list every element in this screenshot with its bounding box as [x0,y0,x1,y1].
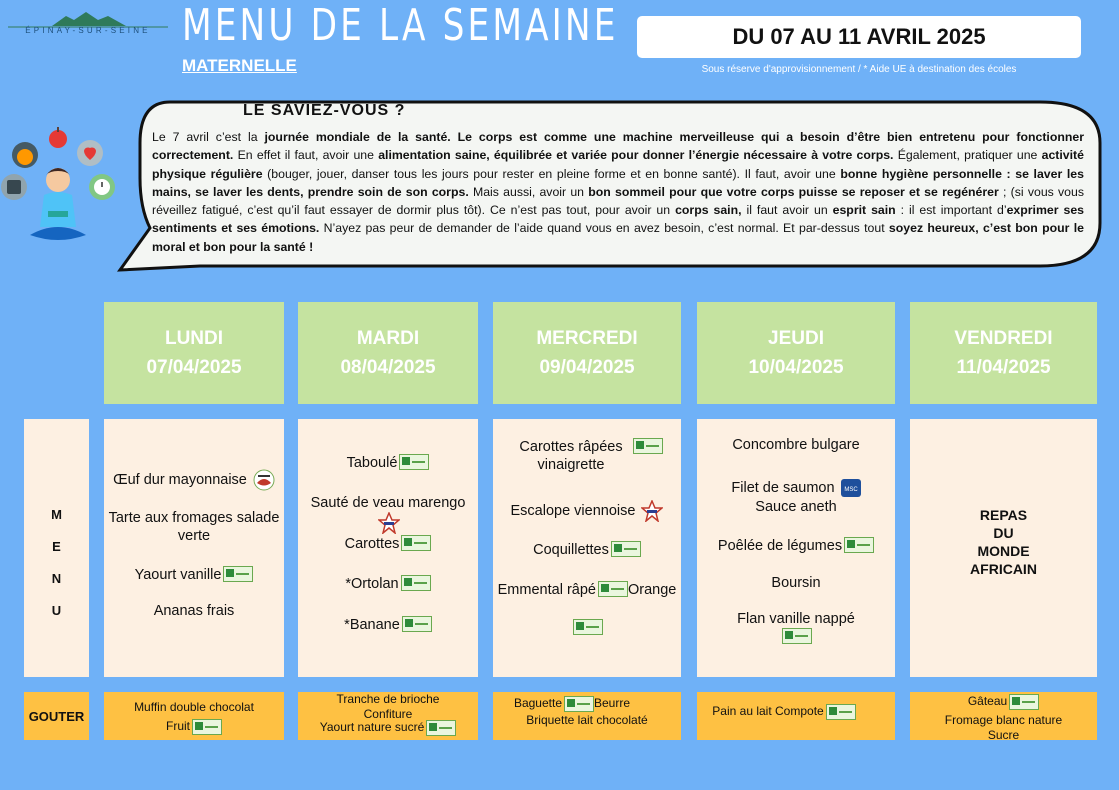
bio-logo-icon [611,541,641,557]
bio-logo-icon [782,628,812,644]
menu-item: REPAS [979,507,1028,523]
menu-item: Œuf dur mayonnaise [104,469,284,491]
bio-logo-icon [223,566,253,582]
gouter-label: GOUTER [24,692,89,740]
menu-item: Concombre bulgare [732,437,860,453]
menu-item: Tarte aux fromages salade verte [108,510,280,544]
supply-note: Sous réserve d'approvisionnement / * Aide UE à destination des écoles [701,64,1017,75]
menu-item: Taboulé [298,454,478,472]
gouter-cell-lundi [104,692,284,740]
day-date: 11/04/2025 [956,357,1051,378]
bio-logo-icon [598,581,628,597]
gouter-item: Sucre [987,728,1020,742]
info-segment: : il est important d’ [895,203,1007,218]
info-segment: exprimer ses sentiments et ses émotions. [152,203,1084,236]
bio-logo-icon [564,696,594,712]
gouter-cell-mercredi [493,692,681,740]
info-segment: il faut avoir un [741,203,833,218]
bio-logo-icon [844,537,874,553]
info-segment: Également, pratiquer une [893,148,1042,163]
menu-item: Filet de saumon MSC [697,479,895,497]
info-segment: Le 7 avril c’est la [152,130,265,144]
day-header-jeudi [697,302,895,404]
menu-cell-mercredi [493,419,681,677]
menu-item: *Banane [298,616,478,634]
scale-icon [1,174,27,200]
day-date: 07/04/2025 [146,357,242,378]
menu-item: Coquillettes [493,541,681,559]
city-logo [8,6,168,44]
week-dates: DU 07 AU 11 AVRIL 2025 [637,16,1081,58]
meditating-child [30,168,86,240]
menu-item: Poêlée de légumes [697,537,895,555]
day-header-mercredi [493,302,681,404]
info-segment: journée mondiale de la santé. Le corps est comme une machine merveilleuse qui a besoin d’être bien entretenu pour fonctionner correctement. [152,130,1084,163]
gouter-item: Muffin double chocolat [134,700,254,714]
info-segment: corps sain, [675,203,742,218]
health-illustration [0,125,118,255]
day-name: MARDI [356,328,420,349]
menu-cell-mardi [298,419,478,677]
menu-item: *Ortolan [298,575,478,593]
day-date: 08/04/2025 [340,357,436,378]
gouter-cell-jeudi [697,692,895,740]
day-name: MERCREDI [536,328,638,349]
menu-item: DU [993,525,1014,541]
menu-item [697,628,895,646]
menu-item: AFRICAIN [970,561,1037,577]
page-title: MENU DE LA SEMAINE [182,0,619,51]
menu-item: Escalope viennoise [493,500,681,522]
gouter-item: Yaourt nature sucré [298,720,478,736]
info-title: LE SAVIEZ-VOUS ? [243,102,406,119]
apple-icon [49,127,67,148]
svg-text:MSC: MSC [843,487,858,494]
info-segment: ; (si vous vous réveillez fatigué, c’est qu’il faut essayer de dormir plus tôt). Ce n’est pas tout, pour avoir un [152,184,1084,218]
info-text [152,128,1084,256]
label-rouge-icon [378,512,400,534]
info-segment: En effet il faut, avoir une [233,148,379,163]
menu-letter: N [51,571,62,586]
bio-logo-icon [192,719,222,735]
kettlebell-icon [12,142,38,168]
menu-letter: M [51,507,62,522]
heart-icon [77,140,103,166]
info-segment: Mais aussi, avoir un [468,184,589,199]
day-date: 09/04/2025 [539,357,635,378]
bio-logo-icon [633,438,663,454]
day-name: JEUDI [768,328,824,349]
menu-item: MONDE [977,543,1030,559]
day-header-lundi [104,302,284,404]
city-name: ÉPINAY-SUR-SEINE [25,26,151,35]
msc-icon [841,479,861,497]
bio-logo-icon [573,619,603,635]
gouter-item: Fromage blanc nature [944,713,1063,727]
menu-cell-lundi [104,419,284,677]
gouter-item: Gâteau [910,694,1097,710]
gouter-item: Tranche de brioche [336,692,440,706]
menu-item: Sauce aneth [755,499,837,515]
menu-label-cell [24,419,89,677]
day-header-vendredi [910,302,1097,404]
info-segment: soyez heureux, c’est bon pour le moral et bon pour la santé ! [152,221,1084,254]
label-rouge-icon [641,500,663,522]
menu-item: Emmental râpé Orange [497,582,677,598]
menu-letter: U [51,603,62,618]
day-name: VENDREDI [954,328,1053,349]
day-header-mardi [298,302,478,404]
info-segment: bonne hygiène personnelle : se laver les mains, se laver les dents, prendre soin de son corps. [152,166,1084,199]
menu-item: Ananas frais [153,603,235,619]
menu-letter: E [52,539,61,554]
menu-cell-jeudi [697,419,895,677]
bio-logo-icon [426,720,456,736]
info-segment: esprit sain [832,203,896,218]
gouter-item: Briquette lait chocolaté [526,713,648,727]
gouter-item: Fruit [104,719,284,735]
info-segment: N’ayez pas peur de demander de l’aide quand vous en avez besoin, c’est normal. Et par-dessus tout [319,221,889,236]
bio-logo-icon [402,616,432,632]
info-segment: (bouger, jouer, danser tous les jours pour rester en pleine forme et en bonne santé). Il faut, avoir une [262,166,841,181]
bio-logo-icon [401,575,431,591]
day-date: 10/04/2025 [748,357,844,378]
menu-item: Carottes râpées vinaigrette [493,438,681,474]
menu-item: Yaourt vanille [104,566,284,584]
gouter-item: Baguette Beurre [513,696,631,710]
menu-cell-vendredi [910,419,1097,677]
menu-item [493,619,681,637]
bio-logo-icon [401,535,431,551]
menu-item: Carottes [298,535,478,553]
info-segment: bon sommeil pour que votre corps puisse se reposer et se regénérer [588,184,999,199]
day-name: LUNDI [164,328,224,349]
gouter-cell-mardi [298,692,478,740]
school-level: MATERNELLE [182,56,297,75]
fleur-de-plein-air-icon [253,469,275,491]
bio-logo-icon [826,704,856,720]
bio-logo-icon [1009,694,1039,710]
gouter-item: Confiture [363,707,413,721]
gouter-item: Pain au lait Compote [673,704,895,720]
bio-logo-icon [399,454,429,470]
menu-item: Sauté de veau marengo [298,494,478,534]
gouter-cell-vendredi [910,692,1097,740]
info-segment: activité physique régulière [152,148,1084,181]
info-segment: alimentation saine, équilibrée et variée pour donner l’énergie nécessaire à votre corps. [378,148,894,163]
menu-item: Boursin [771,575,821,591]
menu-item: Flan vanille nappé [737,611,855,627]
